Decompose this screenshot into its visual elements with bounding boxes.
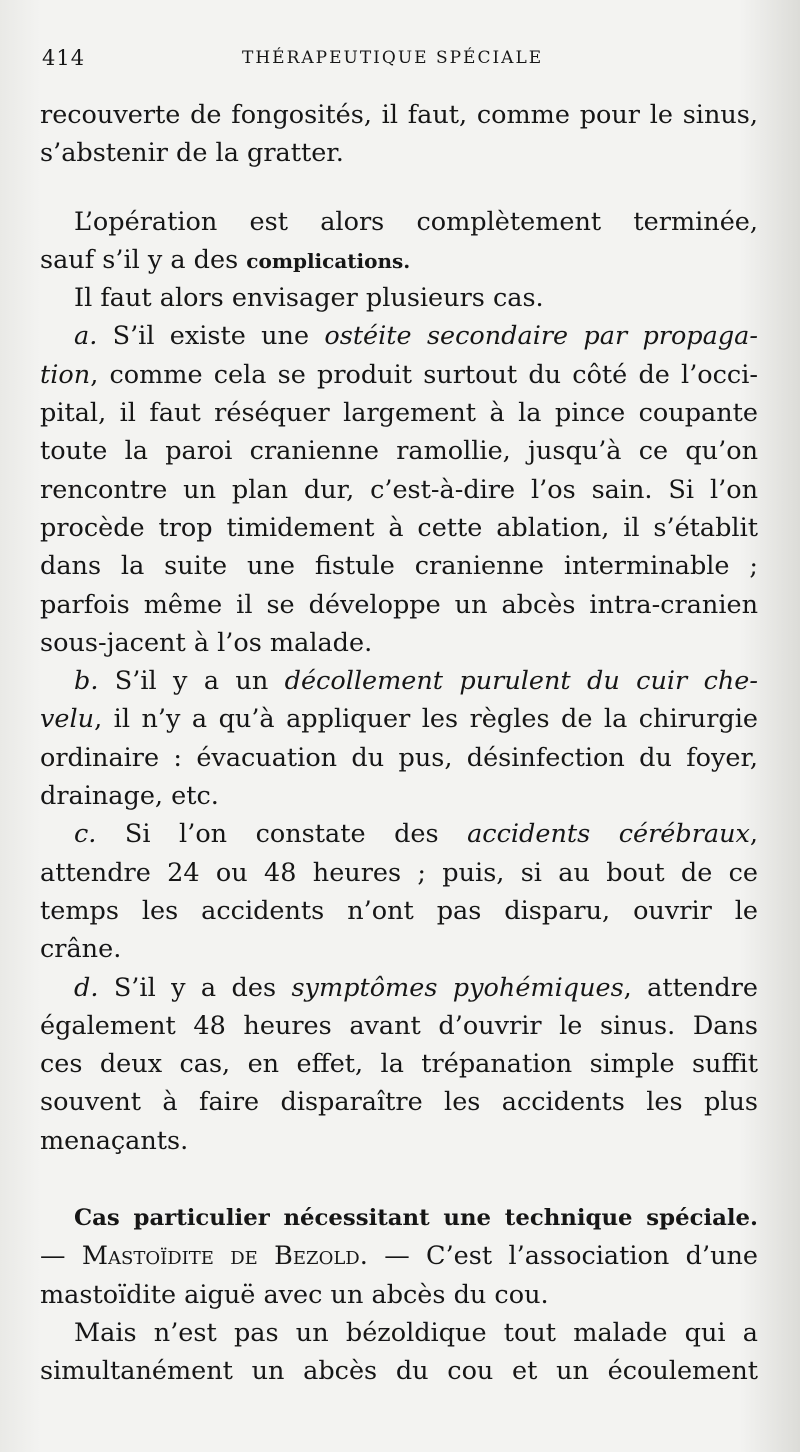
text-line: également 48 heures avant d’ouvrir le sinus. Dans (40, 1010, 758, 1041)
list-marker: d. (74, 972, 99, 1003)
text-run: . — C’est l’association d’une (359, 1241, 758, 1272)
italic-term: décollement purulent du cuir che- (284, 666, 758, 697)
running-title: THÉRAPEUTIQUE SPÉCIALE (242, 48, 544, 68)
text-line: attendre 24 ou 48 heures ; puis, si au bout de ce (40, 857, 758, 888)
italic-term: tion (40, 359, 91, 390)
text-line: ordinaire : évacuation du pus, désinfection du foyer, (40, 742, 758, 773)
text-run: sauf s’il y a des (40, 244, 247, 275)
text-run: S’il existe une (97, 321, 325, 352)
text-line (40, 662, 758, 700)
text-line: Mais n’est pas un bézoldique tout malade qui a (74, 1317, 758, 1348)
text-run: , (749, 819, 758, 850)
text-run: S’il y a des (98, 972, 292, 1003)
italic-term: symptômes pyohémiques (291, 972, 624, 1003)
text-line (40, 317, 758, 355)
text-line (40, 1237, 758, 1275)
text-line: L’opération est alors complètement terminée, (74, 206, 758, 237)
text-run: , attendre (623, 972, 758, 1003)
text-line: rencontre un plan dur, c’est-à-dire l’os sain. Si l’on (40, 474, 758, 505)
text-line: drainage, etc. (40, 781, 219, 812)
text-run: Si l’on constate des (96, 819, 468, 850)
text-line: parfois même il se développe un abcès intra-cranien (40, 589, 758, 620)
paragraph-gap (40, 1160, 758, 1199)
list-marker: a. (74, 321, 98, 352)
list-marker: c. (74, 819, 97, 850)
section-heading: Cas particulier nécessitant une technique spéciale. (74, 1205, 758, 1232)
text-line (40, 241, 758, 279)
text-line: ces deux cas, en effet, la trépanation simple suffit (40, 1049, 758, 1080)
text-run: S’il y a un (98, 666, 285, 697)
text-line: pital, il faut réséquer largement à la pince coupante (40, 398, 758, 429)
text-run: , comme cela se produit surtout du côté de l’occi- (90, 359, 758, 390)
text-line: souvent à faire disparaître les accidents les plus (40, 1087, 758, 1118)
text-line: procède trop timidement à cette ablation, il s’établit (40, 512, 758, 543)
text-line: s’abstenir de la gratter. (40, 138, 344, 169)
text-line: menaçants. (40, 1125, 189, 1156)
text-run: — (40, 1241, 82, 1272)
text-line: dans la suite une fistule cranienne interminable ; (40, 551, 758, 582)
text-line: crâne. (40, 934, 122, 965)
text-line: toute la paroi cranienne ramollie, jusqu’à ce qu’on (40, 436, 758, 467)
text-line: recouverte de fongosités, il faut, comme pour le sinus, (40, 100, 758, 130)
paragraph-gap (40, 173, 758, 203)
italic-term: velu (40, 704, 95, 735)
bold-term: complications. (246, 248, 411, 273)
text-line (40, 356, 758, 394)
italic-term: accidents cérébraux (467, 819, 750, 850)
page-number: 414 (42, 46, 86, 70)
text-line: sous-jacent à l’os malade. (40, 627, 373, 658)
text-line (40, 969, 758, 1007)
text-line: simultanément un abcès du cou et un écoulement (40, 1356, 758, 1387)
text-line (40, 700, 758, 738)
text-line: temps les accidents n’ont pas disparu, ouvrir le (40, 895, 758, 926)
text-line: mastoïdite aiguë avec un abcès du cou. (40, 1279, 549, 1310)
page-header (42, 44, 758, 74)
text-line: Il faut alors envisager plusieurs cas. (74, 283, 544, 314)
text-run: , il n’y a qu’à appliquer les règles de la chirurgie (94, 704, 758, 735)
body-text (40, 96, 758, 1391)
italic-term: ostéite secondaire par propaga- (324, 321, 758, 352)
small-caps-term: Mastoïdite de Bezold (81, 1241, 360, 1272)
list-marker: b. (74, 666, 99, 697)
text-line (40, 815, 758, 853)
